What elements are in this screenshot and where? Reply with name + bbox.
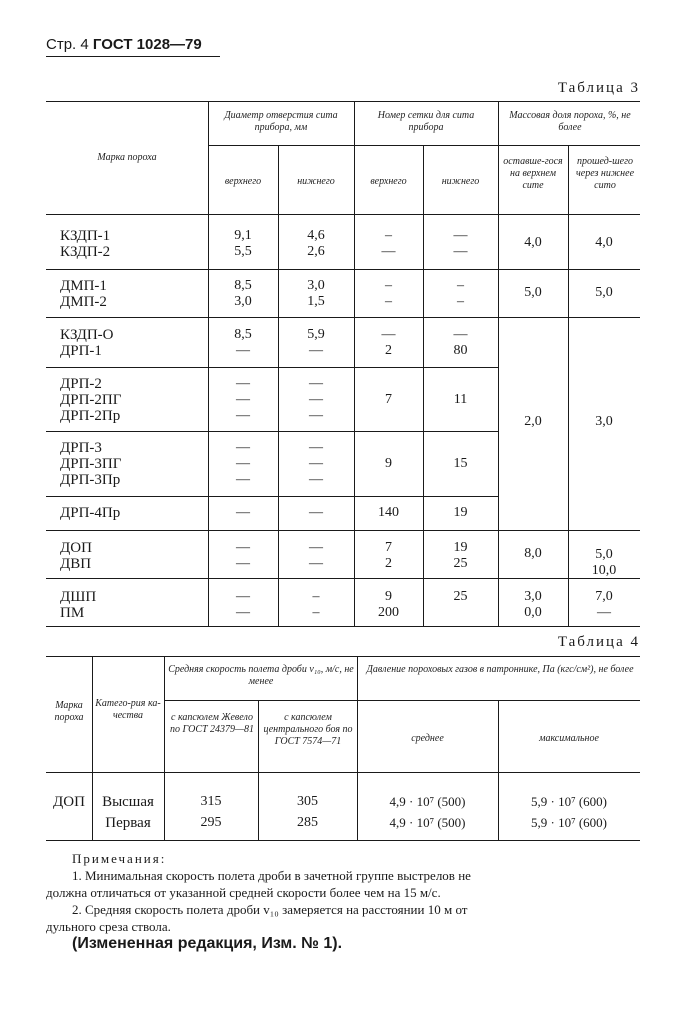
- t3-passed: 7,0 —: [595, 589, 613, 620]
- t3-brand-cell: КЗДП-О ДРП-1: [60, 327, 114, 359]
- t3-s-up: 9: [385, 456, 392, 471]
- t3-d-up: — — —: [236, 376, 250, 423]
- t4-v2: 285: [297, 815, 318, 830]
- t4-max: 5,9 · 10⁷ (600): [530, 815, 608, 830]
- t4-vline: [357, 656, 358, 840]
- table3-caption: Таблица 3: [557, 80, 640, 96]
- t3-d-up: — — —: [236, 440, 250, 487]
- t3-left: 5,0: [524, 285, 542, 300]
- t4-h-max: максимальное: [539, 733, 599, 744]
- t3-s-up: 140: [378, 505, 399, 520]
- t4-v2: 305: [297, 794, 318, 809]
- t3-s-low: 15: [453, 456, 468, 471]
- note-1b: должна отличаться от указанной средней скорости более чем на 15 м/с.: [46, 885, 441, 900]
- t4-header-mid-rule: [164, 700, 640, 701]
- t3-s-low: — —: [453, 228, 468, 259]
- note-2b: дульного среза ствола.: [46, 919, 171, 934]
- t3-d-low: — — —: [309, 376, 323, 423]
- standard-code: ГОСТ 1028—79: [92, 36, 202, 53]
- t3-s-up: 7 2: [385, 540, 392, 571]
- t3-d-up: 9,1 5,5: [234, 228, 252, 259]
- t3-d-low: 4,6 2,6: [307, 228, 325, 259]
- edition-note: (Измененная редакция, Изм. № 1).: [72, 935, 343, 952]
- t3-header-bottom-rule: [46, 214, 640, 215]
- t4-h-speed: Средняя скорость полета дроби v₁₀, м/с, не менее: [168, 664, 354, 687]
- t3-group-rule: [46, 269, 498, 270]
- t3-group-rule: [46, 530, 498, 531]
- t4-cat: Первая: [105, 815, 151, 831]
- t4-top-rule: [46, 656, 640, 657]
- t3-d-low: — —: [309, 540, 323, 571]
- t3-h-lower: нижнего: [297, 176, 335, 187]
- t3-group-rule: [46, 431, 498, 432]
- header-underline: [46, 56, 220, 57]
- t3-d-up: — —: [236, 589, 250, 620]
- t3-s-low: — 80: [453, 327, 468, 358]
- t3-passed: 4,0: [595, 235, 613, 250]
- t3-top-rule: [46, 101, 640, 102]
- t3-mass-rule: [498, 269, 640, 270]
- t3-h-left: оставше-гося на верхнем сите: [503, 156, 563, 191]
- t3-d-up: —: [236, 505, 250, 520]
- t3-h-brand: Марка пороха: [97, 152, 157, 163]
- t3-group-rule: [46, 578, 498, 579]
- t3-brand-cell: ДОП ДВП: [60, 540, 92, 572]
- t3-s-low: 11: [453, 392, 468, 407]
- t4-h-cap1: с капсюлем Жевело по ГОСТ 24379—81: [170, 712, 254, 735]
- t4-h-avg: среднее: [411, 733, 444, 744]
- t3-s-low: 25: [453, 589, 468, 604]
- t3-s-low: – –: [457, 278, 464, 309]
- t3-d-up: — —: [236, 540, 250, 571]
- t4-h-cat: Катего-рия ка-чества: [95, 698, 161, 721]
- t3-merged-passed: 3,0: [595, 414, 613, 429]
- page-number: Стр. 4: [46, 36, 89, 53]
- t4-max: 5,9 · 10⁷ (600): [530, 794, 608, 809]
- t3-group-rule: [46, 367, 498, 368]
- t3-left: 8,0: [524, 546, 542, 561]
- t4-avg: 4,9 · 10⁷ (500): [389, 794, 466, 809]
- t3-h-upper2: верхнего: [370, 176, 407, 187]
- t4-bottom-rule: [46, 840, 640, 841]
- t3-h-lower2: нижнего: [441, 176, 480, 187]
- t3-d-up: 8,5 3,0: [234, 278, 252, 309]
- t3-brand-cell: ДМП-1 ДМП-2: [60, 278, 107, 310]
- t4-header-bottom-rule: [46, 772, 640, 773]
- t3-passed: 5,0 10,0: [591, 547, 617, 578]
- t4-vline: [164, 656, 165, 840]
- t3-s-low: 19 25: [453, 540, 468, 571]
- t3-s-up: — 2: [381, 327, 396, 358]
- t3-h-passed: прошед-шего через нижнее сито: [575, 156, 635, 191]
- t4-h-cap2: с капсюлем центрального боя по ГОСТ 7574—71: [263, 712, 353, 747]
- t3-brand-cell: ДШП ПМ: [60, 589, 97, 621]
- t3-brand-cell: КЗДП-1 КЗДП-2: [60, 228, 111, 260]
- t3-d-low: —: [309, 505, 323, 520]
- t3-passed: 5,0: [595, 285, 613, 300]
- t3-brand-cell: ДРП-4Пр: [60, 505, 121, 521]
- t3-mass-rule: [498, 317, 640, 318]
- t3-h-mass: Массовая доля пороха, %, не более: [509, 110, 631, 133]
- t3-bottom-rule: [46, 626, 640, 627]
- t3-s-up: – —: [381, 228, 396, 259]
- t4-v1: 295: [200, 815, 222, 830]
- t3-mass-rule: [498, 530, 640, 531]
- t3-s-up: 7: [385, 392, 392, 407]
- t3-d-up: 8,5 —: [234, 327, 252, 358]
- note-2a: 2. Средняя скорость полета дроби v₁₀ замеряется на расстоянии 10 м от: [72, 902, 468, 917]
- t4-v1: 315: [200, 794, 222, 809]
- t3-merged-left: 2,0: [524, 414, 542, 429]
- t3-s-up: – –: [385, 278, 392, 309]
- t3-h-sieve: Номер сетки для сита прибора: [377, 110, 475, 133]
- page-header: [46, 36, 202, 53]
- t4-brand: ДОП: [53, 794, 85, 810]
- t4-cat: Высшая: [102, 794, 154, 810]
- t4-vline: [92, 656, 93, 840]
- t4-h-brand: Марка пороха: [54, 700, 84, 723]
- t3-left: 3,0 0,0: [524, 589, 542, 620]
- table4-caption: Таблица 4: [557, 634, 640, 650]
- notes-title: Примечания:: [72, 851, 167, 866]
- t3-s-up: 9 200: [378, 589, 399, 620]
- t4-avg: 4,9 · 10⁷ (500): [389, 815, 466, 830]
- t3-d-low: 3,0 1,5: [307, 278, 325, 309]
- t4-h-press: Давление пороховых газов в патроннике, Па (кгс/см²), не более: [366, 664, 634, 675]
- t3-d-low: 5,9 —: [307, 327, 325, 358]
- t3-left: 4,0: [524, 235, 542, 250]
- t3-brand-cell: ДРП-3 ДРП-3ПГ ДРП-3Пр: [60, 440, 122, 488]
- t3-h-diam: Диаметр отверстия сита прибора, мм: [224, 110, 338, 133]
- t3-group-rule: [46, 496, 498, 497]
- t3-d-low: – –: [312, 589, 320, 620]
- t3-s-low: 19: [453, 505, 468, 520]
- t3-brand-cell: ДРП-2 ДРП-2ПГ ДРП-2Пр: [60, 376, 122, 424]
- t3-group-rule: [46, 317, 498, 318]
- t3-d-low: — — —: [309, 440, 323, 487]
- t3-h-upper: верхнего: [224, 176, 262, 187]
- note-1a: 1. Минимальная скорость полета дроби в зачетной группе выстрелов не: [72, 868, 471, 883]
- t3-header-mid-rule: [208, 145, 640, 146]
